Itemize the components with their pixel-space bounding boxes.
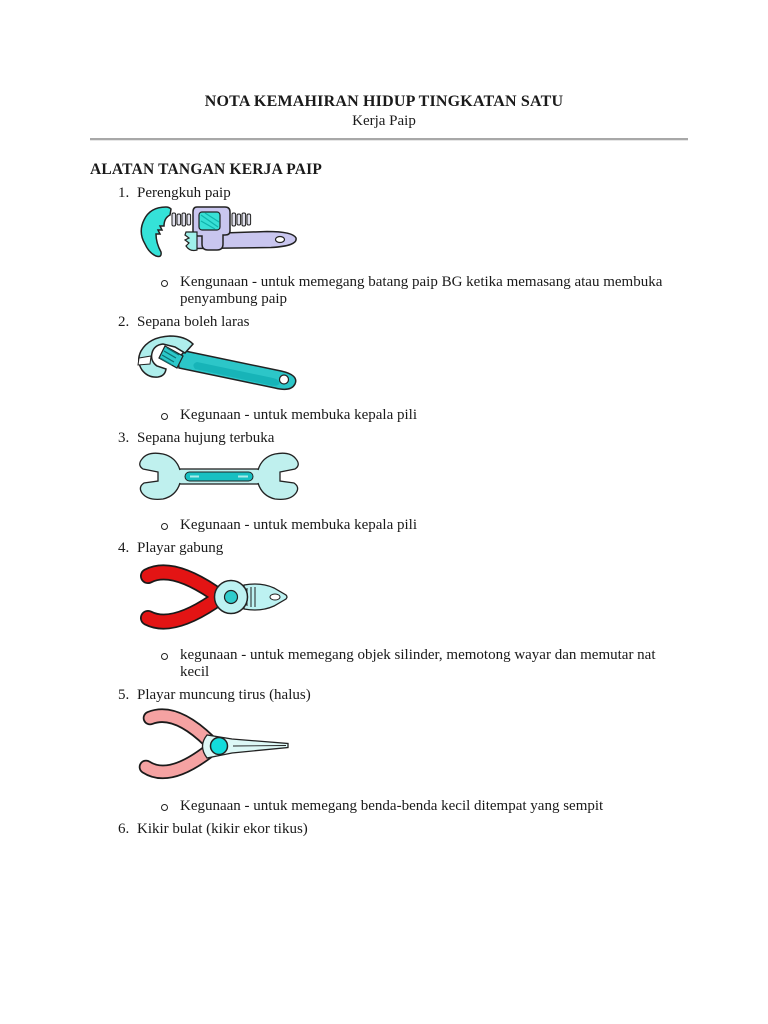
item-label: Sepana hujung terbuka — [137, 430, 275, 446]
item-number: 2. — [118, 314, 130, 330]
item-label: Playar muncung tirus (halus) — [137, 687, 311, 703]
adjustable-wrench-illustration — [135, 334, 768, 394]
usage-item — [161, 647, 768, 681]
open-end-wrench-illustration — [135, 450, 768, 504]
circle-bullet-icon — [161, 523, 168, 530]
tool-item-kikir-bulat — [118, 821, 768, 838]
combination-pliers-illustration — [135, 560, 768, 634]
usage-item — [161, 798, 768, 815]
usage-item — [161, 517, 768, 534]
usage-text: Kegunaan - untuk membuka kepala pili — [180, 407, 418, 423]
circle-bullet-icon — [161, 413, 168, 420]
section-heading: ALATAN TANGAN KERJA PAIP — [90, 161, 323, 178]
pipe-wrench-illustration — [135, 205, 768, 261]
usage-text: Kegunaan - untuk memegang benda-benda kecil ditempat yang sempit — [180, 798, 604, 814]
item-label: Perengkuh paip — [137, 185, 231, 201]
circle-bullet-icon — [161, 280, 168, 287]
header-rule — [90, 138, 688, 141]
usage-text: Kegunaan - untuk membuka kepala pili — [180, 517, 418, 533]
document-subtitle: Kerja Paip — [352, 113, 416, 129]
document-header — [0, 0, 768, 130]
item-number: 5. — [118, 687, 130, 703]
tool-list — [0, 185, 768, 838]
item-label: Kikir bulat (kikir ekor tikus) — [137, 821, 308, 837]
item-label: Playar gabung — [137, 540, 224, 556]
item-number: 4. — [118, 540, 130, 556]
item-number: 3. — [118, 430, 130, 446]
tool-item-sepana-boleh-laras — [118, 314, 768, 331]
item-number: 6. — [118, 821, 130, 837]
tool-item-playar-gabung — [118, 540, 768, 557]
item-label: Sepana boleh laras — [137, 314, 250, 330]
usage-item — [161, 274, 768, 308]
item-number: 1. — [118, 185, 130, 201]
document-title: NOTA KEMAHIRAN HIDUP TINGKATAN SATU — [204, 93, 564, 110]
tool-item-playar-muncung-tirus — [118, 687, 768, 704]
circle-bullet-icon — [161, 653, 168, 660]
circle-bullet-icon — [161, 804, 168, 811]
usage-text: kegunaan - untuk memegang objek silinder, memotong wayar dan memutar nat kecil — [180, 647, 656, 680]
usage-item — [161, 407, 768, 424]
tool-item-perengkuh-paip — [118, 185, 768, 202]
tool-item-sepana-hujung-terbuka — [118, 430, 768, 447]
usage-text: Kengunaan - untuk memegang batang paip BG ketika memasang atau membuka penyambung paip — [180, 274, 663, 307]
needle-nose-pliers-illustration — [135, 707, 768, 785]
